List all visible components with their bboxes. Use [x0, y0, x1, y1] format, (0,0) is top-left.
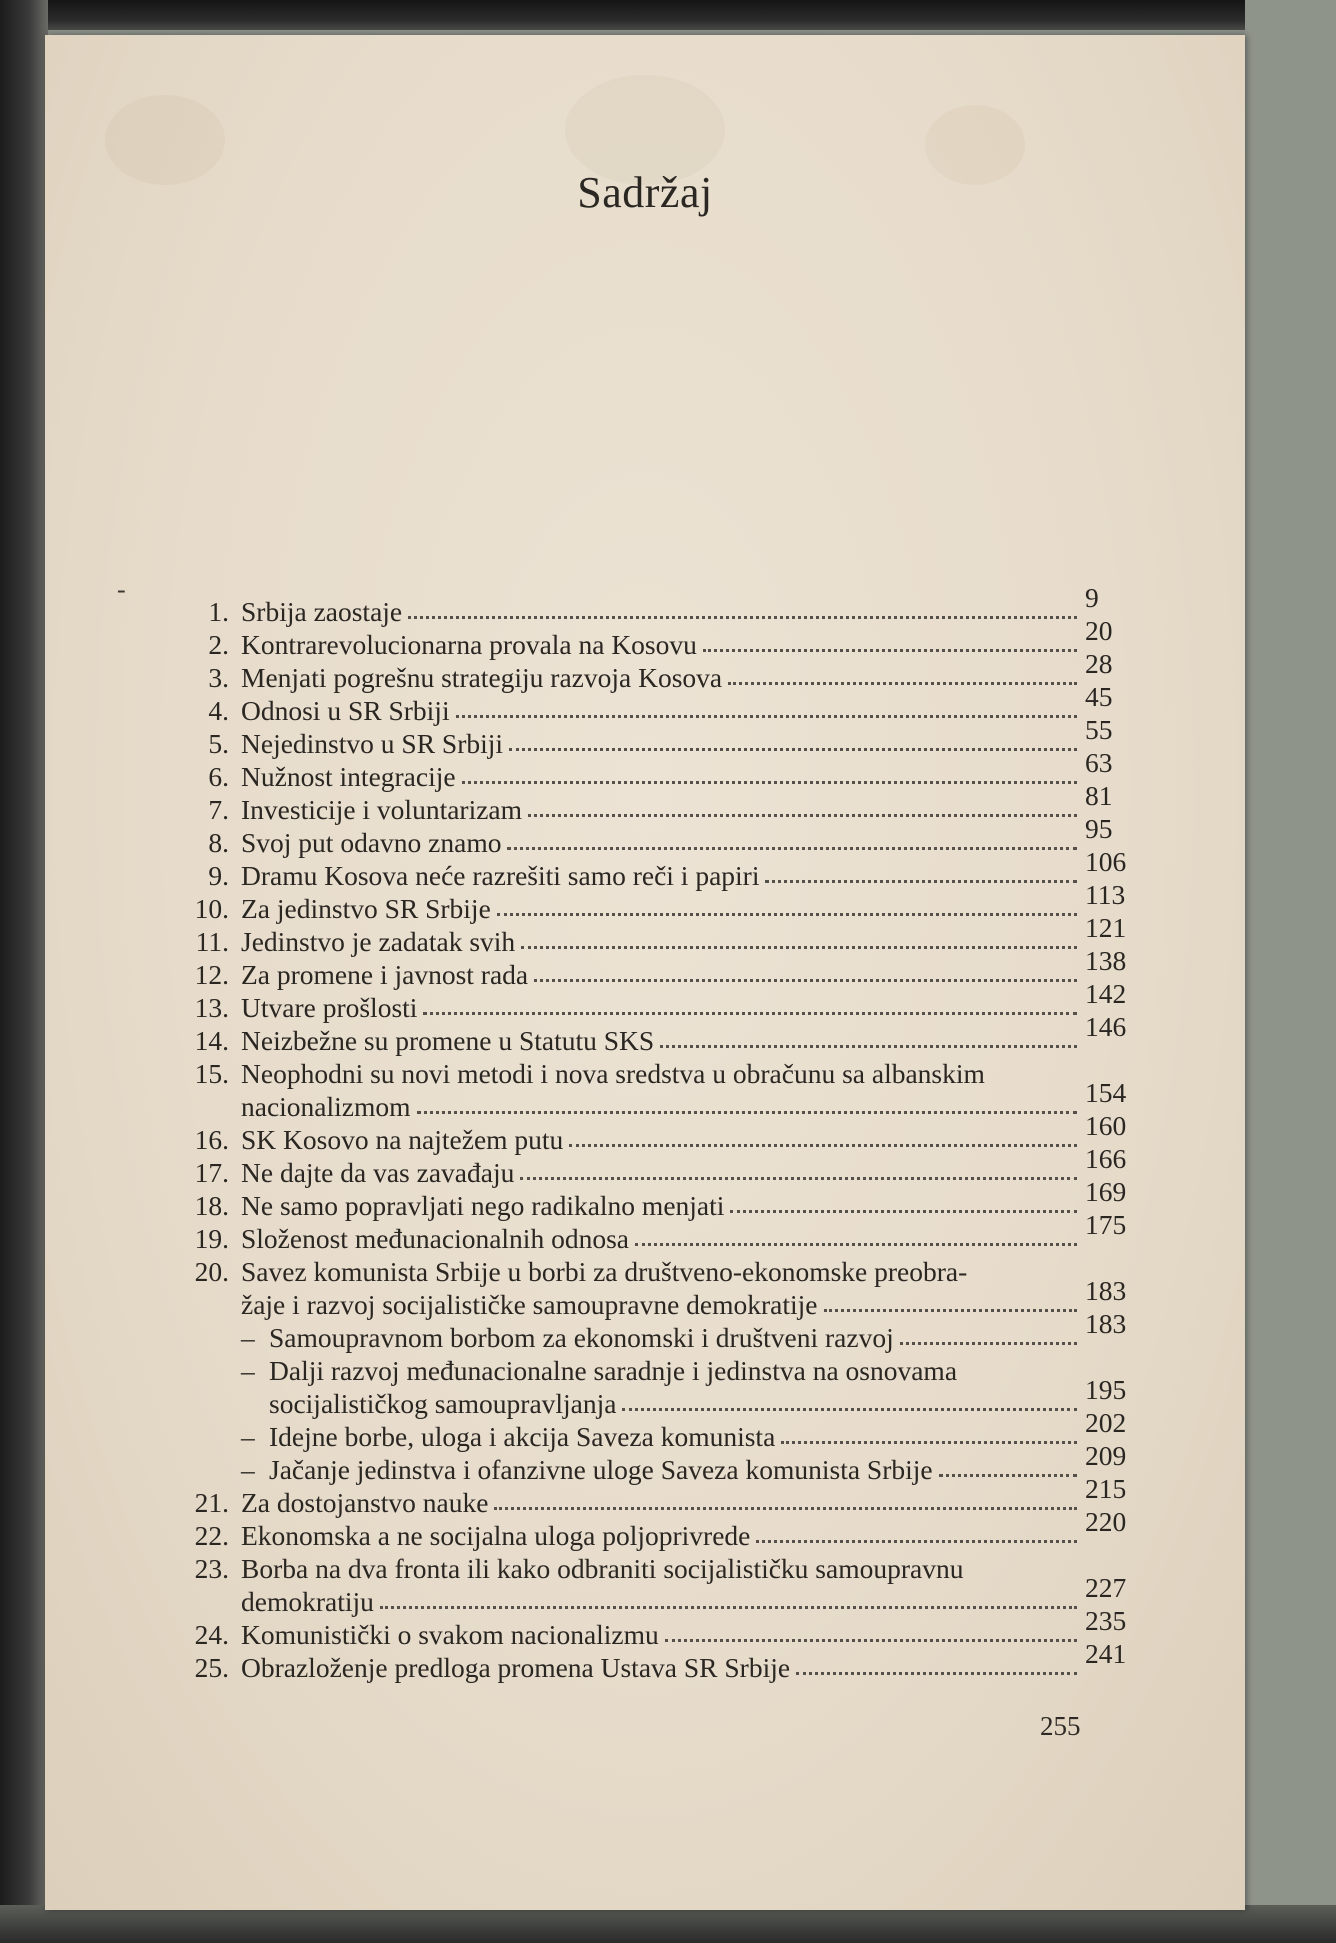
toc-entry-page: 183 — [1085, 1308, 1127, 1339]
toc-entry-number: 20. — [194, 1256, 229, 1287]
toc-leader-dots — [507, 847, 1077, 850]
toc-entry-page: 138 — [1085, 945, 1127, 976]
toc-leader-dots — [756, 1540, 1077, 1543]
scan-bottom-edge — [0, 1905, 1336, 1943]
toc-entry-title: Ekonomska a ne socijalna uloga poljoprivrede — [241, 1520, 751, 1551]
toc-entry-page: 169 — [1085, 1176, 1127, 1207]
toc-entry-number: 12. — [194, 959, 229, 990]
toc-entry-page: 175 — [1085, 1209, 1127, 1240]
toc-leader-dots — [528, 814, 1077, 817]
toc-entry-title: demokratiju — [241, 1586, 374, 1617]
toc-entry — [145, 1176, 1145, 1222]
toc-entry-number: 11. — [195, 926, 229, 957]
toc-entry — [145, 1572, 1145, 1618]
toc-entry — [145, 1605, 1145, 1651]
toc-entry-page: 113 — [1085, 879, 1126, 910]
toc-entry-title: Srbija zaostaje — [241, 596, 403, 627]
toc-entry — [145, 1209, 1145, 1255]
toc-entry-page: 154 — [1085, 1077, 1127, 1108]
toc-subentry-dash: – — [241, 1355, 255, 1386]
toc-leader-dots — [781, 1441, 1077, 1444]
toc-entry-number: 10. — [194, 893, 229, 924]
toc-leader-dots — [417, 1111, 1077, 1114]
toc-entry-title: Nužnost integracije — [241, 761, 456, 792]
toc-entry-title: Za promene i javnost rada — [241, 959, 529, 990]
toc-entry-number: 2. — [208, 629, 229, 660]
toc-entry — [145, 582, 1145, 628]
toc-entry-title: žaje i razvoj socijalističke samoupravne demokratije — [241, 1289, 818, 1320]
toc-entry-page: 45 — [1085, 681, 1113, 712]
margin-mark: - — [117, 575, 126, 604]
toc-entry-title: Dramu Kosova neće razrešiti samo reči i papiri — [241, 860, 760, 891]
toc-entry-page: 55 — [1085, 714, 1113, 745]
toc-entry-title: Borba na dva fronta ili kako odbraniti socijalističku samoupravnu — [241, 1553, 964, 1584]
toc-entry — [145, 978, 1145, 1024]
toc-entry-number: 15. — [194, 1058, 229, 1089]
toc-entry-page: 63 — [1085, 747, 1113, 778]
toc-entry-number: 3. — [208, 662, 229, 693]
toc-entry — [145, 1506, 1145, 1552]
toc-entry-number: 16. — [194, 1124, 229, 1155]
toc-entry-number: 13. — [194, 992, 229, 1023]
toc-entry-number: 17. — [194, 1157, 229, 1188]
toc-entry-number: 19. — [194, 1223, 229, 1254]
toc-entry-page: 146 — [1085, 1011, 1127, 1042]
toc-leader-dots — [796, 1672, 1077, 1675]
toc-leader-dots — [494, 1507, 1077, 1510]
toc-entry — [145, 1374, 1145, 1420]
toc-leader-dots — [423, 1012, 1077, 1015]
toc-entry — [145, 1552, 1145, 1585]
toc-entry-page: 166 — [1085, 1143, 1127, 1174]
toc-entry-page: 215 — [1085, 1473, 1127, 1504]
toc-leader-dots — [703, 649, 1077, 652]
toc-entry-title: SK Kosovo na najtežem putu — [241, 1124, 564, 1155]
toc-entry-title: Neophodni su novi metodi i nova sredstva u obračunu sa albanskim — [241, 1058, 985, 1089]
toc-entry-title: Dalji razvoj međunacionalne saradnje i jedinstva na osnovama — [269, 1355, 958, 1386]
toc-entry-page: 121 — [1085, 912, 1127, 943]
toc-entry-number: 14. — [194, 1025, 229, 1056]
toc-leader-dots — [408, 616, 1077, 619]
toc-entry-title: Obrazloženje predloga promena Ustava SR Srbije — [241, 1652, 791, 1683]
toc-entry-number: 24. — [194, 1619, 229, 1650]
toc-subentry-dash: – — [241, 1421, 255, 1452]
toc-subentry-dash: – — [241, 1322, 255, 1353]
toc-entry-page: 142 — [1085, 978, 1127, 1009]
toc-entry-number: 4. — [208, 695, 229, 726]
toc-entry-page: 28 — [1085, 648, 1113, 679]
table-of-contents — [145, 582, 1145, 1684]
toc-entry-title: Jedinstvo je zadatak svih — [241, 926, 516, 957]
toc-leader-dots — [462, 781, 1077, 784]
toc-entry-title: Svoj put odavno znamo — [241, 827, 502, 858]
toc-entry — [145, 1077, 1145, 1123]
toc-entry — [145, 879, 1145, 925]
toc-entry-page: 241 — [1085, 1638, 1127, 1669]
scan-left-edge — [0, 0, 48, 1943]
toc-entry-title: Samoupravnom borbom za ekonomski i društveni razvoj — [269, 1322, 894, 1353]
toc-leader-dots — [509, 748, 1077, 751]
toc-subentry-dash: – — [241, 1454, 255, 1485]
toc-entry-title: Nejedinstvo u SR Srbiji — [241, 728, 504, 759]
toc-entry-page: 220 — [1085, 1506, 1127, 1537]
toc-entry-number: 6. — [208, 761, 229, 792]
toc-leader-dots — [521, 946, 1077, 949]
toc-entry-page: 20 — [1085, 615, 1113, 646]
toc-entry-page: 81 — [1085, 780, 1113, 811]
toc-entry-title: nacionalizmom — [241, 1091, 411, 1122]
toc-entry-page: 106 — [1085, 846, 1127, 877]
toc-leader-dots — [824, 1309, 1077, 1312]
toc-entry-title: Jačanje jedinstva i ofanzivne uloge Saveza komunista Srbije — [269, 1454, 933, 1485]
toc-leader-dots — [939, 1474, 1077, 1477]
toc-leader-dots — [456, 715, 1077, 718]
toc-entry — [145, 1638, 1145, 1684]
toc-entry-title: socijalističkog samoupravljanja — [269, 1388, 617, 1419]
toc-entry-number: 18. — [194, 1190, 229, 1221]
toc-entry — [145, 1308, 1145, 1354]
toc-entry — [145, 1275, 1145, 1321]
toc-entry — [145, 813, 1145, 859]
toc-entry-number: 21. — [194, 1487, 229, 1518]
toc-leader-dots — [569, 1144, 1077, 1147]
toc-entry-title: Ne dajte da vas zavađaju — [241, 1157, 515, 1188]
toc-entry-title: Za jedinstvo SR Srbije — [241, 893, 491, 924]
toc-entry-number: 8. — [208, 827, 229, 858]
toc-leader-dots — [534, 979, 1077, 982]
toc-entry-page: 95 — [1085, 813, 1113, 844]
toc-entry — [145, 1440, 1145, 1486]
toc-entry-title: Neizbežne su promene u Statutu SKS — [241, 1025, 655, 1056]
toc-entry-page: 195 — [1085, 1374, 1127, 1405]
toc-entry — [145, 714, 1145, 760]
toc-entry-title: Za dostojanstvo nauke — [241, 1487, 489, 1518]
toc-entry-page: 235 — [1085, 1605, 1127, 1636]
toc-leader-dots — [380, 1606, 1077, 1609]
book-page — [45, 35, 1245, 1910]
toc-entry — [145, 1110, 1145, 1156]
toc-entry-title: Idejne borbe, uloga i akcija Saveza komunista — [269, 1421, 776, 1452]
toc-entry-title: Utvare prošlosti — [241, 992, 418, 1023]
toc-entry-number: 22. — [194, 1520, 229, 1551]
toc-entry — [145, 615, 1145, 661]
page-number: 255 — [1040, 1711, 1081, 1741]
toc-entry-page: 227 — [1085, 1572, 1127, 1603]
toc-entry — [145, 1407, 1145, 1453]
toc-entry-title: Ne samo popravljati nego radikalno menjati — [241, 1190, 725, 1221]
toc-entry-page: 9 — [1085, 582, 1099, 613]
toc-entry-number: 7. — [208, 794, 229, 825]
toc-entry-number: 9. — [208, 860, 229, 891]
toc-entry-page: 183 — [1085, 1275, 1127, 1306]
toc-entry-title: Investicije i voluntarizam — [241, 794, 523, 825]
toc-entry-title: Savez komunista Srbije u borbi za društveno-ekonomske preobra- — [241, 1256, 968, 1287]
toc-entry — [145, 780, 1145, 826]
toc-entry-number: 5. — [208, 728, 229, 759]
toc-leader-dots — [660, 1045, 1077, 1048]
toc-entry-title: Komunistički o svakom nacionalizmu — [241, 1619, 659, 1650]
toc-entry-title: Odnosi u SR Srbiji — [241, 695, 450, 726]
toc-leader-dots — [635, 1243, 1077, 1246]
toc-entry — [145, 945, 1145, 991]
toc-entry-page: 160 — [1085, 1110, 1127, 1141]
toc-entry-number: 23. — [194, 1553, 229, 1584]
toc-leader-dots — [900, 1342, 1077, 1345]
toc-leader-dots — [497, 913, 1077, 916]
toc-leader-dots — [665, 1639, 1077, 1642]
toc-entry — [145, 747, 1145, 793]
scan-top-edge — [0, 0, 1336, 30]
toc-leader-dots — [520, 1177, 1077, 1180]
toc-entry — [145, 1255, 1145, 1288]
toc-entry-page: 209 — [1085, 1440, 1127, 1471]
toc-leader-dots — [622, 1408, 1077, 1411]
toc-leader-dots — [728, 682, 1077, 685]
toc-leader-dots — [730, 1210, 1077, 1213]
toc-leader-dots — [765, 880, 1077, 883]
toc-entry-page: 202 — [1085, 1407, 1127, 1438]
toc-entry — [145, 681, 1145, 727]
toc-entry — [145, 912, 1145, 958]
toc-entry — [145, 1057, 1145, 1090]
toc-entry-title: Složenost međunacionalnih odnosa — [241, 1223, 629, 1254]
toc-entry-title: Menjati pogrešnu strategiju razvoja Kosova — [241, 662, 723, 693]
toc-entry — [145, 1473, 1145, 1519]
scan-right-backdrop — [1245, 0, 1336, 1943]
toc-entry-number: 25. — [194, 1652, 229, 1683]
toc-entry-title: Kontrarevolucionarna provala na Kosovu — [241, 629, 697, 660]
page-title: Sadržaj — [577, 168, 713, 217]
toc-entry-number: 1. — [208, 596, 229, 627]
toc-entry — [145, 1354, 1145, 1387]
toc-entry — [145, 648, 1145, 694]
toc-entry — [145, 1143, 1145, 1189]
toc-entry — [145, 846, 1145, 892]
toc-entry — [145, 1011, 1145, 1057]
